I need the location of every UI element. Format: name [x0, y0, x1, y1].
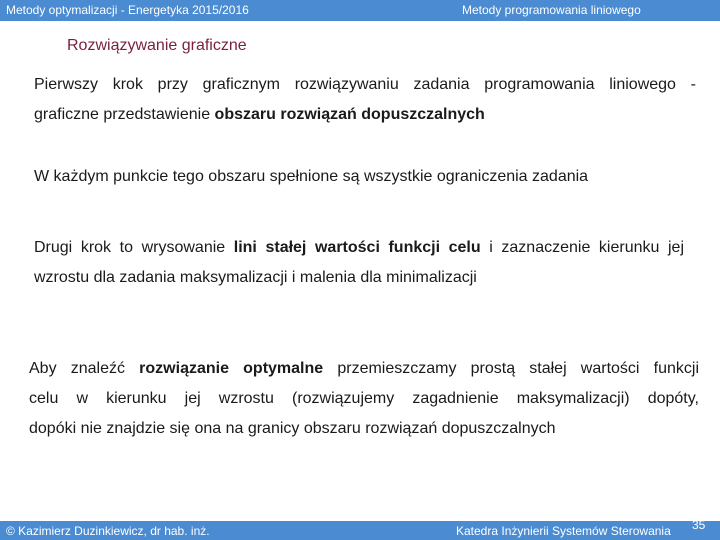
paragraph-second-step: [34, 233, 684, 293]
paragraph-first-step: [34, 70, 696, 130]
footer-author: © Kazimierz Duzinkiewicz, dr hab. inż.: [6, 524, 210, 538]
slide-title: Rozwiązywanie graficzne: [67, 37, 247, 54]
p3-pre: Drugi krok to wrysowanie: [34, 239, 234, 256]
p4-pre: Aby znaleźć: [29, 360, 140, 377]
p3-line2: wzrostu dla zadania maksymalizacji i malenia dla minimalizacji: [34, 269, 477, 286]
p4-bold: rozwiązanie optymalne: [139, 360, 324, 377]
p1-line2-text: graficzne przedstawienie: [34, 106, 215, 123]
p1-line2-bold: obszaru rozwiązań dopuszczalnych: [214, 106, 485, 123]
header-topic: Metody programowania liniowego: [462, 3, 641, 17]
p4-post: przemieszczamy prostą stałej wartości funkcji: [323, 360, 700, 377]
footer-department: Katedra Inżynierii Systemów Sterowania: [456, 524, 671, 538]
p3-line1: [34, 233, 684, 263]
p4-line3: dopóki nie znajdzie się ona na granicy obszaru rozwiązań dopuszczalnych: [29, 420, 556, 437]
header-bar: [0, 0, 720, 21]
p1-line1: Pierwszy krok przy graficznym rozwiązywaniu zadania programowania liniowego -: [34, 76, 696, 93]
paragraph-constraints: W każdym punkcie tego obszaru spełnione są wszystkie ograniczenia zadania: [34, 168, 589, 185]
footer-bar: [0, 518, 720, 540]
header-course-title: Metody optymalizacji - Energetyka 2015/2016: [6, 3, 249, 17]
p4-line2: celu w kierunku jej wzrostu (rozwiązujemy zagadnienie maksymalizacji) dopóty,: [29, 390, 699, 407]
page-number: 35: [692, 518, 706, 532]
p4-line1: [29, 354, 699, 384]
p3-post: i zaznaczenie kierunku jej: [480, 239, 685, 256]
paragraph-optimal-solution: [29, 354, 699, 444]
p3-bold: lini stałej wartości funkcji celu: [233, 239, 481, 256]
